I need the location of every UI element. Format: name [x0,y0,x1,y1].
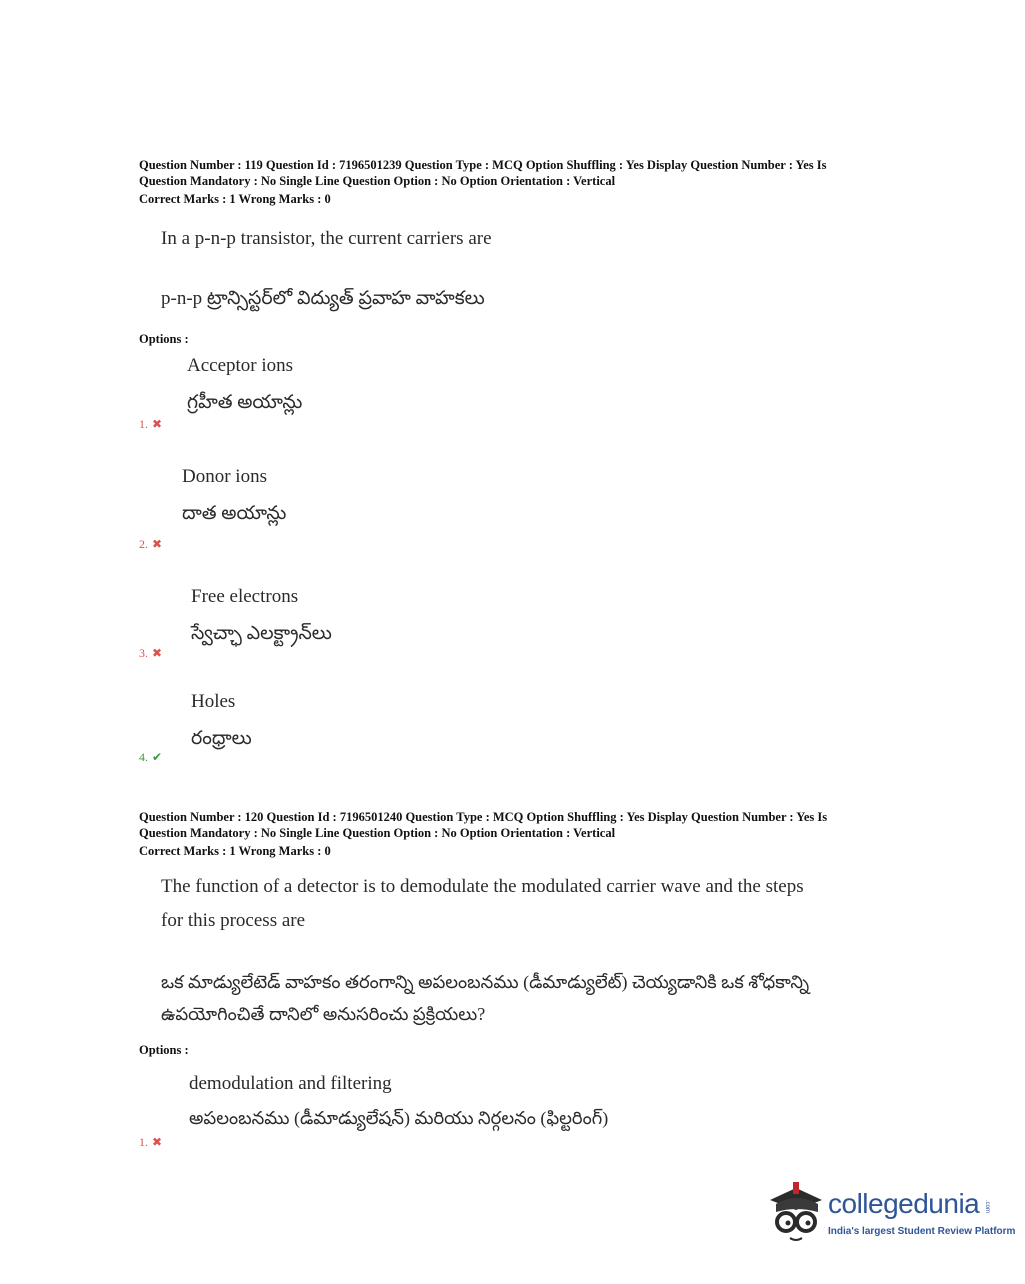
question-text-en: for this process are [161,910,306,931]
question-text-en: In a p-n-p transistor, the current carriers are [161,228,492,249]
question-text-en: The function of a detector is to demodulate the modulated carrier wave and the steps [161,876,804,897]
logo-tagline: India's largest Student Review Platform [828,1226,1016,1237]
meta-line: Correct Marks : 1 Wrong Marks : 0 [139,844,331,858]
wrong-mark-icon: ✖ [152,417,163,431]
question-meta [139,157,919,207]
option-text-te: స్వేచ్ఛా ఎలక్ట్రాన్‌లు [191,623,332,644]
option-text-te: గ్రహీత అయాన్లు [187,392,303,413]
wrong-mark-icon: ✖ [152,537,163,551]
logo-suffix: .com [984,1200,990,1214]
options-label: Options : [139,332,189,346]
wrong-mark-icon: ✖ [152,1135,163,1149]
option-text-te: రంధ్రాలు [191,728,252,749]
option-text-en: Acceptor ions [187,355,294,376]
option-text-en: Free electrons [191,586,299,607]
meta-line: Question Number : 120 Question Id : 7196501240 Question Type : MCQ Option Shuffling : Yes Display Question Number : Yes Is [139,810,828,824]
options-label: Options : [139,1043,189,1057]
option-text-en: Holes [191,691,236,712]
meta-line: Correct Marks : 1 Wrong Marks : 0 [139,192,331,206]
meta-line: Question Mandatory : No Single Line Question Option : No Option Orientation : Vertical [139,826,616,840]
option-number: 1. ✖ [139,1135,163,1149]
meta-line: Question Number : 119 Question Id : 7196501239 Question Type : MCQ Option Shuffling : Yes Display Question Number : Yes Is [139,158,827,172]
question-text-te: ఉపయోగించితే దానిలో అనుసరించు ప్రక్రియలు? [161,1004,486,1024]
option-number: 2. ✖ [139,537,163,551]
logo-wordmark: collegedunia [828,1188,980,1219]
option-text-en: Donor ions [182,466,267,487]
option-text-te: అపలంబనము (డీమాడ్యులేషన్) మరియు నిర్గలనం (ఫిల్టరింగ్) [189,1108,609,1128]
collegedunia-mascot-icon [766,1178,828,1248]
question-meta [139,809,919,859]
option-number: 4. ✔ [139,750,163,764]
question-text-te: p-n-p ట్రాన్సిస్టర్‌లో విద్యుత్ ప్రవాహ వాహకలు [161,288,485,309]
correct-check-icon: ✔ [152,750,163,764]
option-text-en: demodulation and filtering [189,1073,392,1094]
wrong-mark-icon: ✖ [152,646,163,660]
question-text-te: ఒక మాడ్యులేటెడ్ వాహకం తరంగాన్ని అపలంబనము (డీమాడ్యులేట్) చెయ్యడానికి ఒక శోధకాన్ని [161,972,810,992]
option-text-te: దాత అయాన్లు [182,503,287,524]
option-number: 1. ✖ [139,417,163,431]
meta-line: Question Mandatory : No Single Line Question Option : No Option Orientation : Vertical [139,174,616,188]
option-number: 3. ✖ [139,646,163,660]
